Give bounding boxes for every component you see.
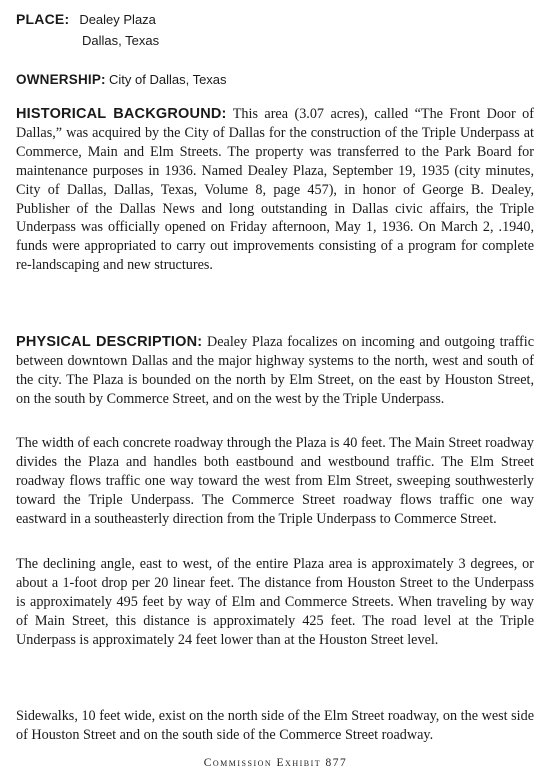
ownership-label: OWNERSHIP: [16,72,106,87]
place-city: Dallas, Texas [82,33,160,48]
place-value: Dealey Plaza [79,12,156,27]
physical-description-p3: The declining angle, east to west, of the entire Plaza area is approximately 3 degrees, or about a 1-foot drop per 20 linear feet. The distance from Houston Street to the Underpass is approximately 495 feet by way of Elm and Commerce Streets. When traveling by way of Main Street, this distance is approximately 425 feet. The road level at the Triple Underpass is approximately 24 feet lower than at the Houston Street level. [16,556,534,648]
historical-background-section [16,105,534,275]
ownership-line [16,70,227,90]
physical-description-p4: Sidewalks, 10 feet wide, exist on the north side of the Elm Street roadway, on the west side of Houston Street and on the south side of the Commerce Street roadway. [16,708,534,743]
exhibit-footer: Commission Exhibit 877 [203,757,348,769]
historical-background-text: This area (3.07 acres), called “The Front Door of Dallas,” was acquired by the City of Dallas for the construction of the Triple Underpass at Commerce, Main and Elm Streets. The property was transferred to the Park Board for maintenance purposes in 1936. Named Dealey Plaza, September 19, 1935 (city minutes, City of Dallas, Dallas, Texas, Volume 8, page 457), in honor of George B. Dealey, Publisher of the Dallas News and long outstanding in Dallas civic affairs, the Triple Underpass was officially opened on Friday afternoon, May 1, 1936. On March 2, .1940, funds were appropriated to carry out improvements consisting of a program for complete re-landscaping and new structures. [16,106,534,274]
physical-description-p1: Dealey Plaza focalizes on incoming and outgoing traffic between downtown Dallas and the major highway systems to the north, west and south of the city. The Plaza is bounded on the north by Elm Street, on the east by Houston Street, on the south by Commerce Street, and on the west by the Triple Underpass. [16,334,535,407]
physical-description-label: PHYSICAL DESCRIPTION: [16,334,203,350]
physical-description-p2: The width of each concrete roadway through the Plaza is 40 feet. The Main Street roadway divides the Plaza and handles both eastbound and westbound traffic. The Elm Street roadway flows traffic one way toward the west from Elm Street, sweeping southwesterly toward the Triple Underpass. The Commerce Street roadway flows traffic one way eastward in a southeasterly direction from the Triple Underpass to Commerce Street. [16,435,534,527]
historical-background-label: HISTORICAL BACKGROUND: [16,106,227,122]
place-label: PLACE: [16,11,70,27]
ownership-value: City of Dallas, Texas [109,72,227,87]
physical-description-section [16,333,534,409]
place-line [16,9,156,31]
